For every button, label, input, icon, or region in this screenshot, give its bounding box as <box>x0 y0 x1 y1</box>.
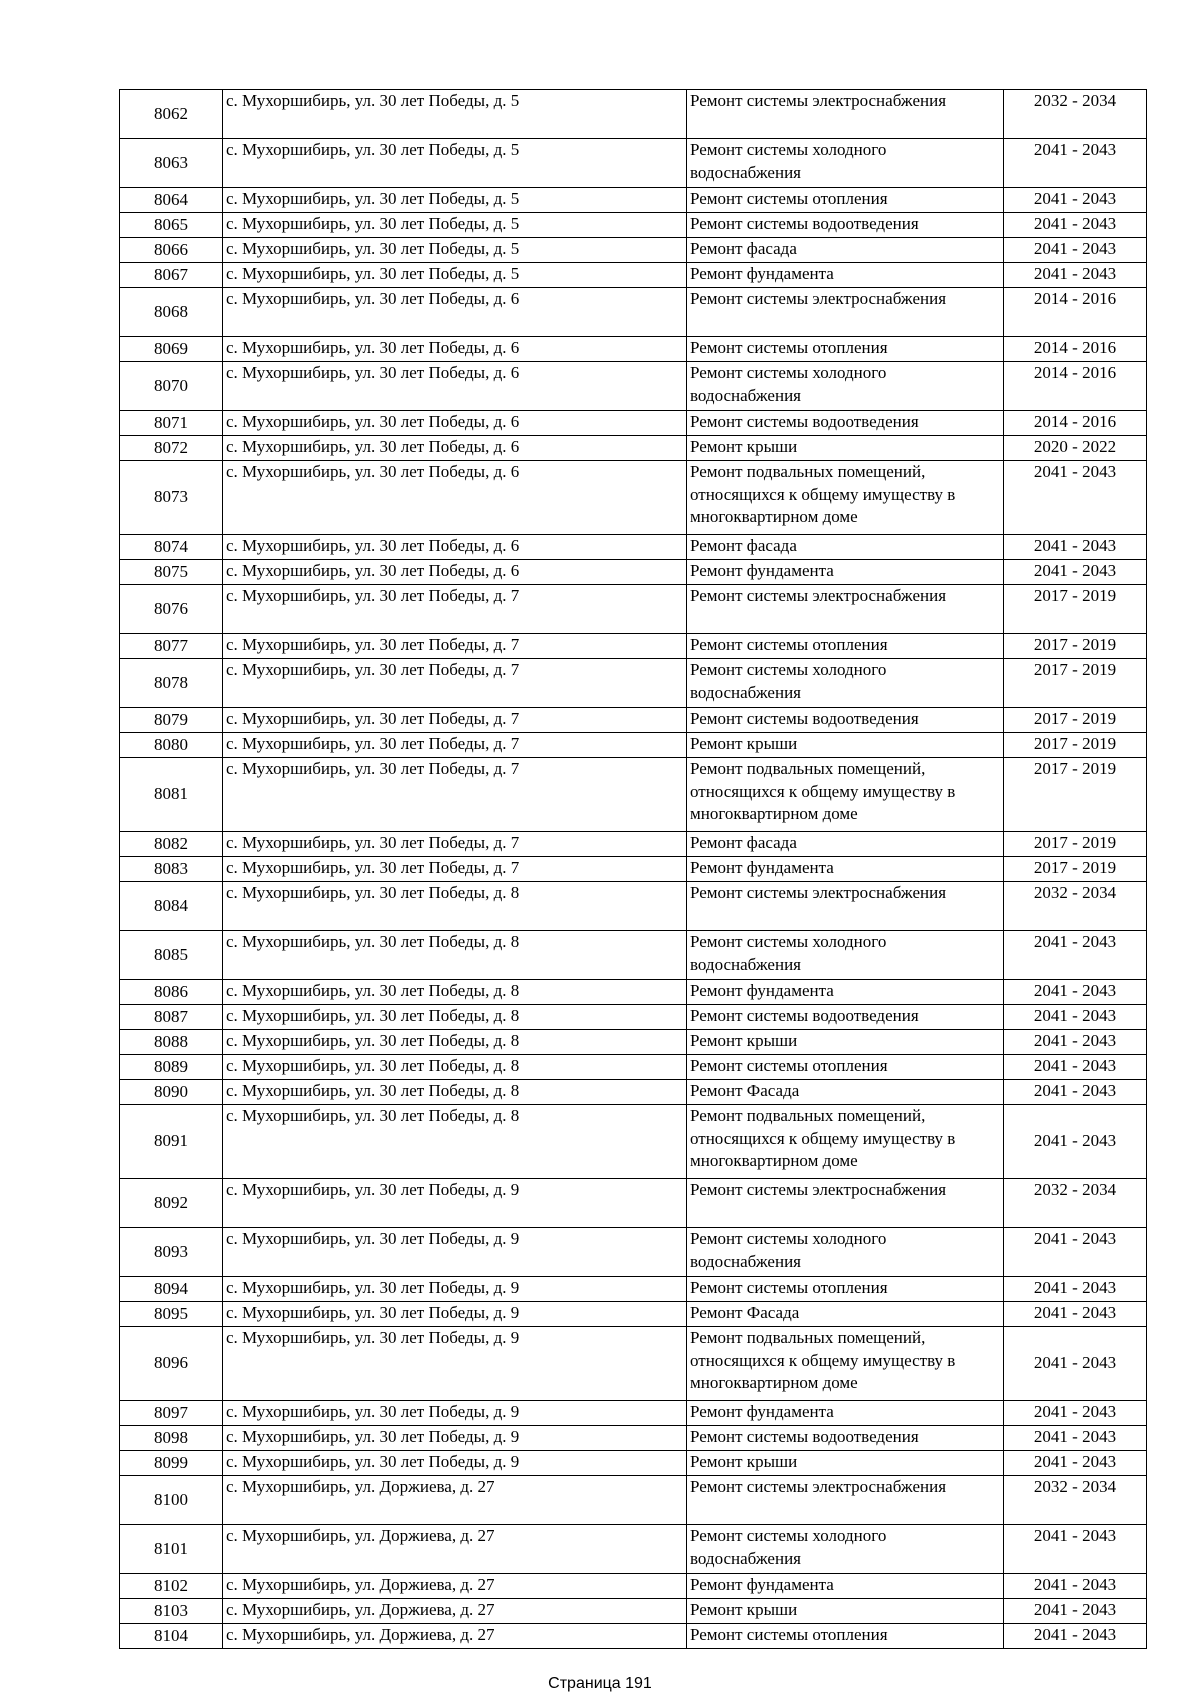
work-type-cell: Ремонт подвальных помещений, относящихся к общему имуществу в многоквартирном доме <box>687 1327 1004 1401</box>
address-cell: с. Мухоршибирь, ул. 30 лет Победы, д. 7 <box>223 585 687 634</box>
address-cell: с. Мухоршибирь, ул. 30 лет Победы, д. 7 <box>223 733 687 758</box>
table-row <box>120 634 1147 659</box>
table-row <box>120 980 1147 1005</box>
period-cell: 2041 - 2043 <box>1004 1327 1147 1401</box>
period-cell: 2041 - 2043 <box>1004 263 1147 288</box>
period-cell: 2032 - 2034 <box>1004 882 1147 931</box>
table-row <box>120 436 1147 461</box>
address-cell: с. Мухоршибирь, ул. 30 лет Победы, д. 8 <box>223 1030 687 1055</box>
work-type-cell: Ремонт фундамента <box>687 857 1004 882</box>
work-type-cell: Ремонт фундамента <box>687 980 1004 1005</box>
address-cell: с. Мухоршибирь, ул. 30 лет Победы, д. 7 <box>223 758 687 832</box>
work-type-cell: Ремонт крыши <box>687 733 1004 758</box>
address-cell: с. Мухоршибирь, ул. 30 лет Победы, д. 9 <box>223 1277 687 1302</box>
table-row <box>120 857 1147 882</box>
row-number-cell: 8086 <box>120 980 223 1005</box>
table-row <box>120 1599 1147 1624</box>
address-cell: с. Мухоршибирь, ул. 30 лет Победы, д. 7 <box>223 832 687 857</box>
address-cell: с. Мухоршибирь, ул. 30 лет Победы, д. 5 <box>223 263 687 288</box>
row-number-cell: 8100 <box>120 1476 223 1525</box>
table-row <box>120 238 1147 263</box>
work-type-cell: Ремонт системы электроснабжения <box>687 1476 1004 1525</box>
table-row <box>120 585 1147 634</box>
row-number-cell: 8081 <box>120 758 223 832</box>
period-cell: 2041 - 2043 <box>1004 139 1147 188</box>
row-number-cell: 8090 <box>120 1080 223 1105</box>
row-number-cell: 8093 <box>120 1228 223 1277</box>
table-row <box>120 337 1147 362</box>
work-type-cell: Ремонт крыши <box>687 436 1004 461</box>
address-cell: с. Мухоршибирь, ул. 30 лет Победы, д. 5 <box>223 90 687 139</box>
row-number-cell: 8103 <box>120 1599 223 1624</box>
table-row <box>120 1105 1147 1179</box>
table-row <box>120 1327 1147 1401</box>
period-cell: 2014 - 2016 <box>1004 362 1147 411</box>
table-row <box>120 1277 1147 1302</box>
period-cell: 2041 - 2043 <box>1004 560 1147 585</box>
row-number-cell: 8073 <box>120 461 223 535</box>
period-cell: 2032 - 2034 <box>1004 1476 1147 1525</box>
work-type-cell: Ремонт системы отопления <box>687 188 1004 213</box>
period-cell: 2041 - 2043 <box>1004 1228 1147 1277</box>
address-cell: с. Мухоршибирь, ул. 30 лет Победы, д. 5 <box>223 188 687 213</box>
table-row <box>120 882 1147 931</box>
table-row <box>120 139 1147 188</box>
period-cell: 2014 - 2016 <box>1004 288 1147 337</box>
work-type-cell: Ремонт фасада <box>687 238 1004 263</box>
work-type-cell: Ремонт фундамента <box>687 560 1004 585</box>
period-cell: 2041 - 2043 <box>1004 1599 1147 1624</box>
row-number-cell: 8074 <box>120 535 223 560</box>
address-cell: с. Мухоршибирь, ул. 30 лет Победы, д. 5 <box>223 213 687 238</box>
period-cell: 2032 - 2034 <box>1004 1179 1147 1228</box>
period-cell: 2041 - 2043 <box>1004 213 1147 238</box>
work-type-cell: Ремонт системы отопления <box>687 1624 1004 1649</box>
address-cell: с. Мухоршибирь, ул. 30 лет Победы, д. 6 <box>223 288 687 337</box>
table-row <box>120 362 1147 411</box>
row-number-cell: 8098 <box>120 1426 223 1451</box>
work-type-cell: Ремонт системы водоотведения <box>687 1426 1004 1451</box>
work-type-cell: Ремонт фасада <box>687 832 1004 857</box>
address-cell: с. Мухоршибирь, ул. 30 лет Победы, д. 8 <box>223 1055 687 1080</box>
period-cell: 2041 - 2043 <box>1004 1401 1147 1426</box>
address-cell: с. Мухоршибирь, ул. Доржиева, д. 27 <box>223 1476 687 1525</box>
row-number-cell: 8078 <box>120 659 223 708</box>
table-row <box>120 1080 1147 1105</box>
row-number-cell: 8079 <box>120 708 223 733</box>
row-number-cell: 8065 <box>120 213 223 238</box>
address-cell: с. Мухоршибирь, ул. 30 лет Победы, д. 8 <box>223 931 687 980</box>
row-number-cell: 8092 <box>120 1179 223 1228</box>
row-number-cell: 8101 <box>120 1525 223 1574</box>
row-number-cell: 8071 <box>120 411 223 436</box>
table-row <box>120 1179 1147 1228</box>
address-cell: с. Мухоршибирь, ул. 30 лет Победы, д. 8 <box>223 1080 687 1105</box>
address-cell: с. Мухоршибирь, ул. Доржиева, д. 27 <box>223 1599 687 1624</box>
work-type-cell: Ремонт подвальных помещений, относящихся к общему имуществу в многоквартирном доме <box>687 461 1004 535</box>
row-number-cell: 8063 <box>120 139 223 188</box>
row-number-cell: 8102 <box>120 1574 223 1599</box>
table-row <box>120 1574 1147 1599</box>
period-cell: 2041 - 2043 <box>1004 1105 1147 1179</box>
period-cell: 2041 - 2043 <box>1004 1451 1147 1476</box>
works-table-body <box>120 90 1147 1649</box>
row-number-cell: 8088 <box>120 1030 223 1055</box>
period-cell: 2017 - 2019 <box>1004 832 1147 857</box>
address-cell: с. Мухоршибирь, ул. 30 лет Победы, д. 8 <box>223 882 687 931</box>
table-row <box>120 708 1147 733</box>
address-cell: с. Мухоршибирь, ул. 30 лет Победы, д. 6 <box>223 535 687 560</box>
work-type-cell: Ремонт фундамента <box>687 263 1004 288</box>
address-cell: с. Мухоршибирь, ул. 30 лет Победы, д. 9 <box>223 1451 687 1476</box>
table-row <box>120 411 1147 436</box>
address-cell: с. Мухоршибирь, ул. 30 лет Победы, д. 9 <box>223 1327 687 1401</box>
row-number-cell: 8082 <box>120 832 223 857</box>
address-cell: с. Мухоршибирь, ул. 30 лет Победы, д. 6 <box>223 362 687 411</box>
work-type-cell: Ремонт системы холодного водоснабжения <box>687 659 1004 708</box>
row-number-cell: 8064 <box>120 188 223 213</box>
period-cell: 2041 - 2043 <box>1004 461 1147 535</box>
address-cell: с. Мухоршибирь, ул. 30 лет Победы, д. 9 <box>223 1179 687 1228</box>
table-row <box>120 1426 1147 1451</box>
address-cell: с. Мухоршибирь, ул. 30 лет Победы, д. 7 <box>223 708 687 733</box>
work-type-cell: Ремонт системы электроснабжения <box>687 585 1004 634</box>
row-number-cell: 8080 <box>120 733 223 758</box>
work-type-cell: Ремонт системы электроснабжения <box>687 1179 1004 1228</box>
period-cell: 2017 - 2019 <box>1004 733 1147 758</box>
work-type-cell: Ремонт системы холодного водоснабжения <box>687 1525 1004 1574</box>
row-number-cell: 8068 <box>120 288 223 337</box>
period-cell: 2014 - 2016 <box>1004 337 1147 362</box>
period-cell: 2041 - 2043 <box>1004 238 1147 263</box>
address-cell: с. Мухоршибирь, ул. 30 лет Победы, д. 7 <box>223 659 687 708</box>
address-cell: с. Мухоршибирь, ул. 30 лет Победы, д. 9 <box>223 1401 687 1426</box>
table-row <box>120 535 1147 560</box>
row-number-cell: 8083 <box>120 857 223 882</box>
address-cell: с. Мухоршибирь, ул. 30 лет Победы, д. 9 <box>223 1426 687 1451</box>
work-type-cell: Ремонт системы электроснабжения <box>687 90 1004 139</box>
work-type-cell: Ремонт системы водоотведения <box>687 213 1004 238</box>
table-row <box>120 1228 1147 1277</box>
address-cell: с. Мухоршибирь, ул. 30 лет Победы, д. 9 <box>223 1228 687 1277</box>
row-number-cell: 8075 <box>120 560 223 585</box>
row-number-cell: 8084 <box>120 882 223 931</box>
address-cell: с. Мухоршибирь, ул. 30 лет Победы, д. 6 <box>223 411 687 436</box>
work-type-cell: Ремонт Фасада <box>687 1080 1004 1105</box>
address-cell: с. Мухоршибирь, ул. 30 лет Победы, д. 8 <box>223 1105 687 1179</box>
period-cell: 2041 - 2043 <box>1004 1030 1147 1055</box>
address-cell: с. Мухоршибирь, ул. 30 лет Победы, д. 6 <box>223 560 687 585</box>
table-row <box>120 1055 1147 1080</box>
table-row <box>120 288 1147 337</box>
period-cell: 2017 - 2019 <box>1004 585 1147 634</box>
work-type-cell: Ремонт системы отопления <box>687 1277 1004 1302</box>
address-cell: с. Мухоршибирь, ул. 30 лет Победы, д. 8 <box>223 980 687 1005</box>
row-number-cell: 8096 <box>120 1327 223 1401</box>
table-row <box>120 733 1147 758</box>
period-cell: 2041 - 2043 <box>1004 1302 1147 1327</box>
table-row <box>120 1476 1147 1525</box>
address-cell: с. Мухоршибирь, ул. 30 лет Победы, д. 7 <box>223 634 687 659</box>
period-cell: 2041 - 2043 <box>1004 535 1147 560</box>
table-row <box>120 188 1147 213</box>
page-number: Страница 191 <box>548 1675 652 1692</box>
table-row <box>120 560 1147 585</box>
row-number-cell: 8077 <box>120 634 223 659</box>
table-row <box>120 758 1147 832</box>
period-cell: 2041 - 2043 <box>1004 188 1147 213</box>
table-row <box>120 1302 1147 1327</box>
row-number-cell: 8091 <box>120 1105 223 1179</box>
row-number-cell: 8089 <box>120 1055 223 1080</box>
period-cell: 2041 - 2043 <box>1004 980 1147 1005</box>
work-type-cell: Ремонт системы водоотведения <box>687 708 1004 733</box>
address-cell: с. Мухоршибирь, ул. 30 лет Победы, д. 5 <box>223 139 687 188</box>
row-number-cell: 8066 <box>120 238 223 263</box>
table-row <box>120 659 1147 708</box>
period-cell: 2041 - 2043 <box>1004 1426 1147 1451</box>
address-cell: с. Мухоршибирь, ул. 30 лет Победы, д. 7 <box>223 857 687 882</box>
work-type-cell: Ремонт фундамента <box>687 1574 1004 1599</box>
row-number-cell: 8087 <box>120 1005 223 1030</box>
work-type-cell: Ремонт крыши <box>687 1599 1004 1624</box>
address-cell: с. Мухоршибирь, ул. Доржиева, д. 27 <box>223 1574 687 1599</box>
address-cell: с. Мухоршибирь, ул. 30 лет Победы, д. 6 <box>223 337 687 362</box>
period-cell: 2014 - 2016 <box>1004 411 1147 436</box>
work-type-cell: Ремонт системы отопления <box>687 1055 1004 1080</box>
row-number-cell: 8094 <box>120 1277 223 1302</box>
table-row <box>120 931 1147 980</box>
period-cell: 2017 - 2019 <box>1004 634 1147 659</box>
period-cell: 2041 - 2043 <box>1004 1574 1147 1599</box>
row-number-cell: 8104 <box>120 1624 223 1649</box>
row-number-cell: 8097 <box>120 1401 223 1426</box>
table-row <box>120 1451 1147 1476</box>
work-type-cell: Ремонт крыши <box>687 1451 1004 1476</box>
table-row <box>120 1401 1147 1426</box>
work-type-cell: Ремонт системы отопления <box>687 337 1004 362</box>
work-type-cell: Ремонт подвальных помещений, относящихся к общему имуществу в многоквартирном доме <box>687 1105 1004 1179</box>
table-row <box>120 263 1147 288</box>
work-type-cell: Ремонт Фасада <box>687 1302 1004 1327</box>
work-type-cell: Ремонт системы электроснабжения <box>687 882 1004 931</box>
work-type-cell: Ремонт системы электроснабжения <box>687 288 1004 337</box>
work-type-cell: Ремонт системы водоотведения <box>687 1005 1004 1030</box>
period-cell: 2017 - 2019 <box>1004 659 1147 708</box>
row-number-cell: 8072 <box>120 436 223 461</box>
address-cell: с. Мухоршибирь, ул. 30 лет Победы, д. 6 <box>223 436 687 461</box>
period-cell: 2017 - 2019 <box>1004 758 1147 832</box>
row-number-cell: 8067 <box>120 263 223 288</box>
address-cell: с. Мухоршибирь, ул. 30 лет Победы, д. 8 <box>223 1005 687 1030</box>
address-cell: с. Мухоршибирь, ул. Доржиева, д. 27 <box>223 1624 687 1649</box>
address-cell: с. Мухоршибирь, ул. 30 лет Победы, д. 9 <box>223 1302 687 1327</box>
table-row <box>120 1005 1147 1030</box>
row-number-cell: 8085 <box>120 931 223 980</box>
table-row <box>120 90 1147 139</box>
table-row <box>120 832 1147 857</box>
period-cell: 2032 - 2034 <box>1004 90 1147 139</box>
row-number-cell: 8099 <box>120 1451 223 1476</box>
row-number-cell: 8095 <box>120 1302 223 1327</box>
table-row <box>120 1030 1147 1055</box>
address-cell: с. Мухоршибирь, ул. 30 лет Победы, д. 6 <box>223 461 687 535</box>
row-number-cell: 8076 <box>120 585 223 634</box>
row-number-cell: 8070 <box>120 362 223 411</box>
work-type-cell: Ремонт фасада <box>687 535 1004 560</box>
row-number-cell: 8062 <box>120 90 223 139</box>
period-cell: 2041 - 2043 <box>1004 1525 1147 1574</box>
address-cell: с. Мухоршибирь, ул. Доржиева, д. 27 <box>223 1525 687 1574</box>
work-type-cell: Ремонт крыши <box>687 1030 1004 1055</box>
period-cell: 2041 - 2043 <box>1004 1277 1147 1302</box>
work-type-cell: Ремонт системы холодного водоснабжения <box>687 362 1004 411</box>
period-cell: 2041 - 2043 <box>1004 931 1147 980</box>
period-cell: 2020 - 2022 <box>1004 436 1147 461</box>
work-type-cell: Ремонт подвальных помещений, относящихся к общему имуществу в многоквартирном доме <box>687 758 1004 832</box>
work-type-cell: Ремонт системы холодного водоснабжения <box>687 139 1004 188</box>
work-type-cell: Ремонт системы водоотведения <box>687 411 1004 436</box>
period-cell: 2017 - 2019 <box>1004 708 1147 733</box>
table-row <box>120 1525 1147 1574</box>
work-type-cell: Ремонт системы холодного водоснабжения <box>687 1228 1004 1277</box>
row-number-cell: 8069 <box>120 337 223 362</box>
table-row <box>120 213 1147 238</box>
table-row <box>120 1624 1147 1649</box>
table-row <box>120 461 1147 535</box>
period-cell: 2041 - 2043 <box>1004 1055 1147 1080</box>
work-type-cell: Ремонт фундамента <box>687 1401 1004 1426</box>
work-type-cell: Ремонт системы холодного водоснабжения <box>687 931 1004 980</box>
period-cell: 2017 - 2019 <box>1004 857 1147 882</box>
works-table-container <box>119 89 1146 1649</box>
period-cell: 2041 - 2043 <box>1004 1005 1147 1030</box>
period-cell: 2041 - 2043 <box>1004 1624 1147 1649</box>
works-table <box>119 89 1147 1649</box>
work-type-cell: Ремонт системы отопления <box>687 634 1004 659</box>
address-cell: с. Мухоршибирь, ул. 30 лет Победы, д. 5 <box>223 238 687 263</box>
period-cell: 2041 - 2043 <box>1004 1080 1147 1105</box>
